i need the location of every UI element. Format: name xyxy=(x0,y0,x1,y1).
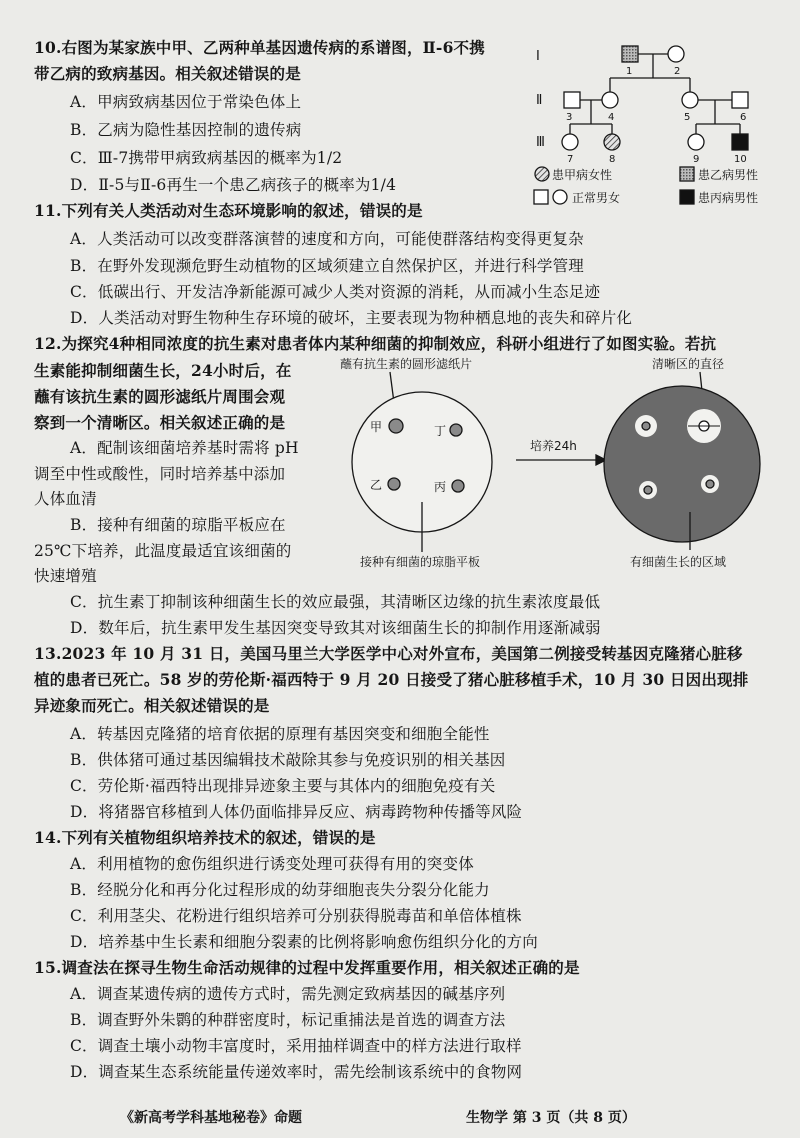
member-7-normal-female xyxy=(562,134,578,150)
label-antibiotic-disc: 蘸有抗生素的圆形滤纸片 xyxy=(340,357,473,371)
q12-option-a-line3: 人体血清 xyxy=(34,490,97,508)
member-6-number: 6 xyxy=(740,112,747,123)
member-1-affected-male xyxy=(622,46,638,62)
q13-stem-line3: 异迹象而死亡。相关叙述错误的是 xyxy=(34,696,270,715)
agar-plate-after xyxy=(604,386,760,542)
disc-ding-label: 丁 xyxy=(434,424,447,438)
member-5-number: 5 xyxy=(684,112,691,123)
generation-2-label: Ⅱ xyxy=(536,93,543,108)
member-4-normal-female xyxy=(602,92,618,108)
member-1-number: 1 xyxy=(626,66,633,77)
footer-source: 《新高考学科基地秘卷》命题 xyxy=(120,1110,302,1126)
q12-stem-line4: 察到一个清晰区。相关叙述正确的是 xyxy=(34,413,286,432)
member-9-normal-female xyxy=(688,134,704,150)
generation-1-label: I xyxy=(536,49,540,64)
q11-option-d: D．人类活动对野生物种生存环境的破坏，主要表现为物种栖息地的丧失和碎片化 xyxy=(70,309,633,327)
q10-option-b: B．乙病为隐性基因控制的遗传病 xyxy=(70,121,302,139)
member-3-number: 3 xyxy=(566,112,573,123)
q12-option-c: C．抗生素丁抑制该种细菌生长的效应最强，其清晰区边缘的抗生素浓度最低 xyxy=(70,593,601,611)
q13-option-c: C．劳伦斯·福西特出现排异迹象主要与其体内的细胞免疫有关 xyxy=(70,777,496,795)
legend-normal-label: 正常男女 xyxy=(572,191,621,205)
pedigree-chart xyxy=(530,34,792,210)
generation-3-label: Ⅲ xyxy=(536,135,545,150)
member-8-affected-female xyxy=(604,134,620,150)
label-agar-plate: 接种有细菌的琼脂平板 xyxy=(360,555,481,569)
q15-option-b: B．调查野外朱鹮的种群密度时，标记重捕法是首选的调查方法 xyxy=(70,1011,506,1029)
q13-stem-line2: 植的患者已死亡。58 岁的劳伦斯·福西特于 9 月 20 日接受了猪心脏移植手术，10 月 30 日因出现排 xyxy=(34,670,749,689)
q14-option-d: D．培养基中生长素和细胞分裂素的比例将影响愈伤组织分化的方向 xyxy=(70,933,538,951)
label-growth-area: 有细菌生长的区域 xyxy=(630,555,727,569)
member-5-normal-female xyxy=(682,92,698,108)
disc-jia xyxy=(389,419,403,433)
q12-option-d: D．数年后，抗生素甲发生基因突变导致其对该细菌生长的抑制作用逐渐减弱 xyxy=(70,619,601,637)
q10-emphasis: 错误 xyxy=(238,64,270,83)
q15-stem: 15.调查法在探寻生物生命活动规律的过程中发挥重要作用，相关叙述正确的是 xyxy=(34,958,580,977)
disc-yi xyxy=(388,478,400,490)
disc-bing-label: 丙 xyxy=(434,480,447,494)
q12-stem-line2: 生素能抑制细菌生长，24小时后，在 xyxy=(34,361,292,380)
q12-stem-line1: 12.为探究4种相同浓度的抗生素对患者体内某种细菌的抑制效应，科研小组进行了如图实验。若抗 xyxy=(34,334,717,353)
q14-option-c: C．利用茎尖、花粉进行组织培养可分别获得脱毒苗和单倍体植株 xyxy=(70,907,522,925)
q15-option-c: C．调查土壤小动物丰富度时，采用抽样调查中的样方法进行取样 xyxy=(70,1037,522,1055)
label-clear-zone: 清晰区的直径 xyxy=(652,357,725,371)
legend-affected-female-icon xyxy=(535,167,549,181)
member-7-number: 7 xyxy=(567,154,574,165)
q11-option-b: B．在野外发现濒危野生动植物的区域须建立自然保护区，并进行科学管理 xyxy=(70,257,584,275)
q12-stem-line3: 蘸有该抗生素的圆形滤纸片周围会观 xyxy=(34,387,286,406)
q15-option-d: D．调查某生态系统能量传递效率时，需先绘制该系统中的食物网 xyxy=(70,1063,523,1081)
legend-affected-male-label: 患乙病男性 xyxy=(698,168,759,182)
q13-option-d: D．将猪器官移植到人体仍面临排异反应、病毒跨物种传播等风险 xyxy=(70,803,523,821)
legend-normal-male-icon xyxy=(534,190,548,204)
q12-option-b-line3: 快速增殖 xyxy=(34,567,97,585)
arrow-label: 培养24h xyxy=(530,439,577,453)
q13-stem-line1: 13.2023 年 10 月 31 日，美国马里兰大学医学中心对外宣布，美国第二例接受转基因克隆猪心脏移 xyxy=(34,644,743,663)
member-9-number: 9 xyxy=(693,154,700,165)
q10-stem-line1: 10.右图为某家族中甲、乙两种单基因遗传病的系谱图，Ⅱ-6不携 xyxy=(34,38,485,57)
q12-option-b-line1: B．接种有细菌的琼脂平板应在 xyxy=(70,516,286,534)
legend-third-disease-male-icon xyxy=(680,190,694,204)
q11-option-c: C．低碳出行、开发洁净新能源可减少人类对资源的消耗，从而减小生态足迹 xyxy=(70,283,601,301)
q14-option-b: B．经脱分化和再分化过程形成的幼芽细胞丧失分裂分化能力 xyxy=(70,881,490,899)
disc-bing xyxy=(452,480,464,492)
legend-third-disease-male-label: 患丙病男性 xyxy=(698,191,759,205)
q15-option-a: A．调查某遗传病的遗传方式时，需先测定致病基因的碱基序列 xyxy=(70,985,506,1003)
q11-option-a: A．人类活动可以改变群落演替的速度和方向，可能使群落结构变得更复杂 xyxy=(70,230,584,248)
q10-option-c: C．Ⅲ-7携带甲病致病基因的概率为1/2 xyxy=(70,149,343,167)
disc-jia-label: 甲 xyxy=(370,420,383,434)
disc-yi-label: 乙 xyxy=(370,478,383,492)
legend-affected-female-label: 患甲病女性 xyxy=(552,168,613,182)
member-4-number: 4 xyxy=(608,112,615,123)
q10-option-d: D．Ⅱ-5与Ⅱ-6再生一个患乙病孩子的概率为1/4 xyxy=(70,176,397,194)
q10-stem-line2: 带乙病的致病基因。相关叙述错误的是 xyxy=(34,64,301,83)
q13-option-a: A．转基因克隆猪的培育依据的原理有基因突变和细胞全能性 xyxy=(70,725,490,743)
legend-normal-female-icon xyxy=(553,190,567,204)
footer-page-number: 生物学 第 3 页（共 8 页） xyxy=(466,1110,636,1126)
member-10-affected-male xyxy=(732,134,748,150)
member-10-number: 10 xyxy=(734,154,747,165)
q11-stem: 11.下列有关人类活动对生态环境影响的叙述，错误的是 xyxy=(34,201,423,220)
q13-option-b: B．供体猪可通过基因编辑技术敲除其参与免疫识别的相关基因 xyxy=(70,751,506,769)
q12-option-a-line2: 调至中性或酸性，同时培养基中添加 xyxy=(34,465,286,483)
legend-affected-male-icon xyxy=(680,167,694,181)
q14-stem: 14.下列有关植物组织培养技术的叙述，错误的是 xyxy=(34,828,376,847)
member-3-normal-male xyxy=(564,92,580,108)
q14-option-a: A．利用植物的愈伤组织进行诱变处理可获得有用的突变体 xyxy=(70,855,474,873)
member-6-normal-male xyxy=(732,92,748,108)
q12-option-b-line2: 25℃下培养，此温度最适宜该细菌的 xyxy=(34,542,292,560)
q12-option-a-line1: A．配制该细菌培养基时需将 pH xyxy=(70,439,299,457)
member-2-number: 2 xyxy=(674,66,681,77)
antibiotic-plate-figure xyxy=(330,352,788,588)
q10-option-a: A．甲病致病基因位于常染色体上 xyxy=(70,93,302,111)
disc-ding xyxy=(450,424,462,436)
member-2-normal-female xyxy=(668,46,684,62)
member-8-number: 8 xyxy=(609,154,616,165)
